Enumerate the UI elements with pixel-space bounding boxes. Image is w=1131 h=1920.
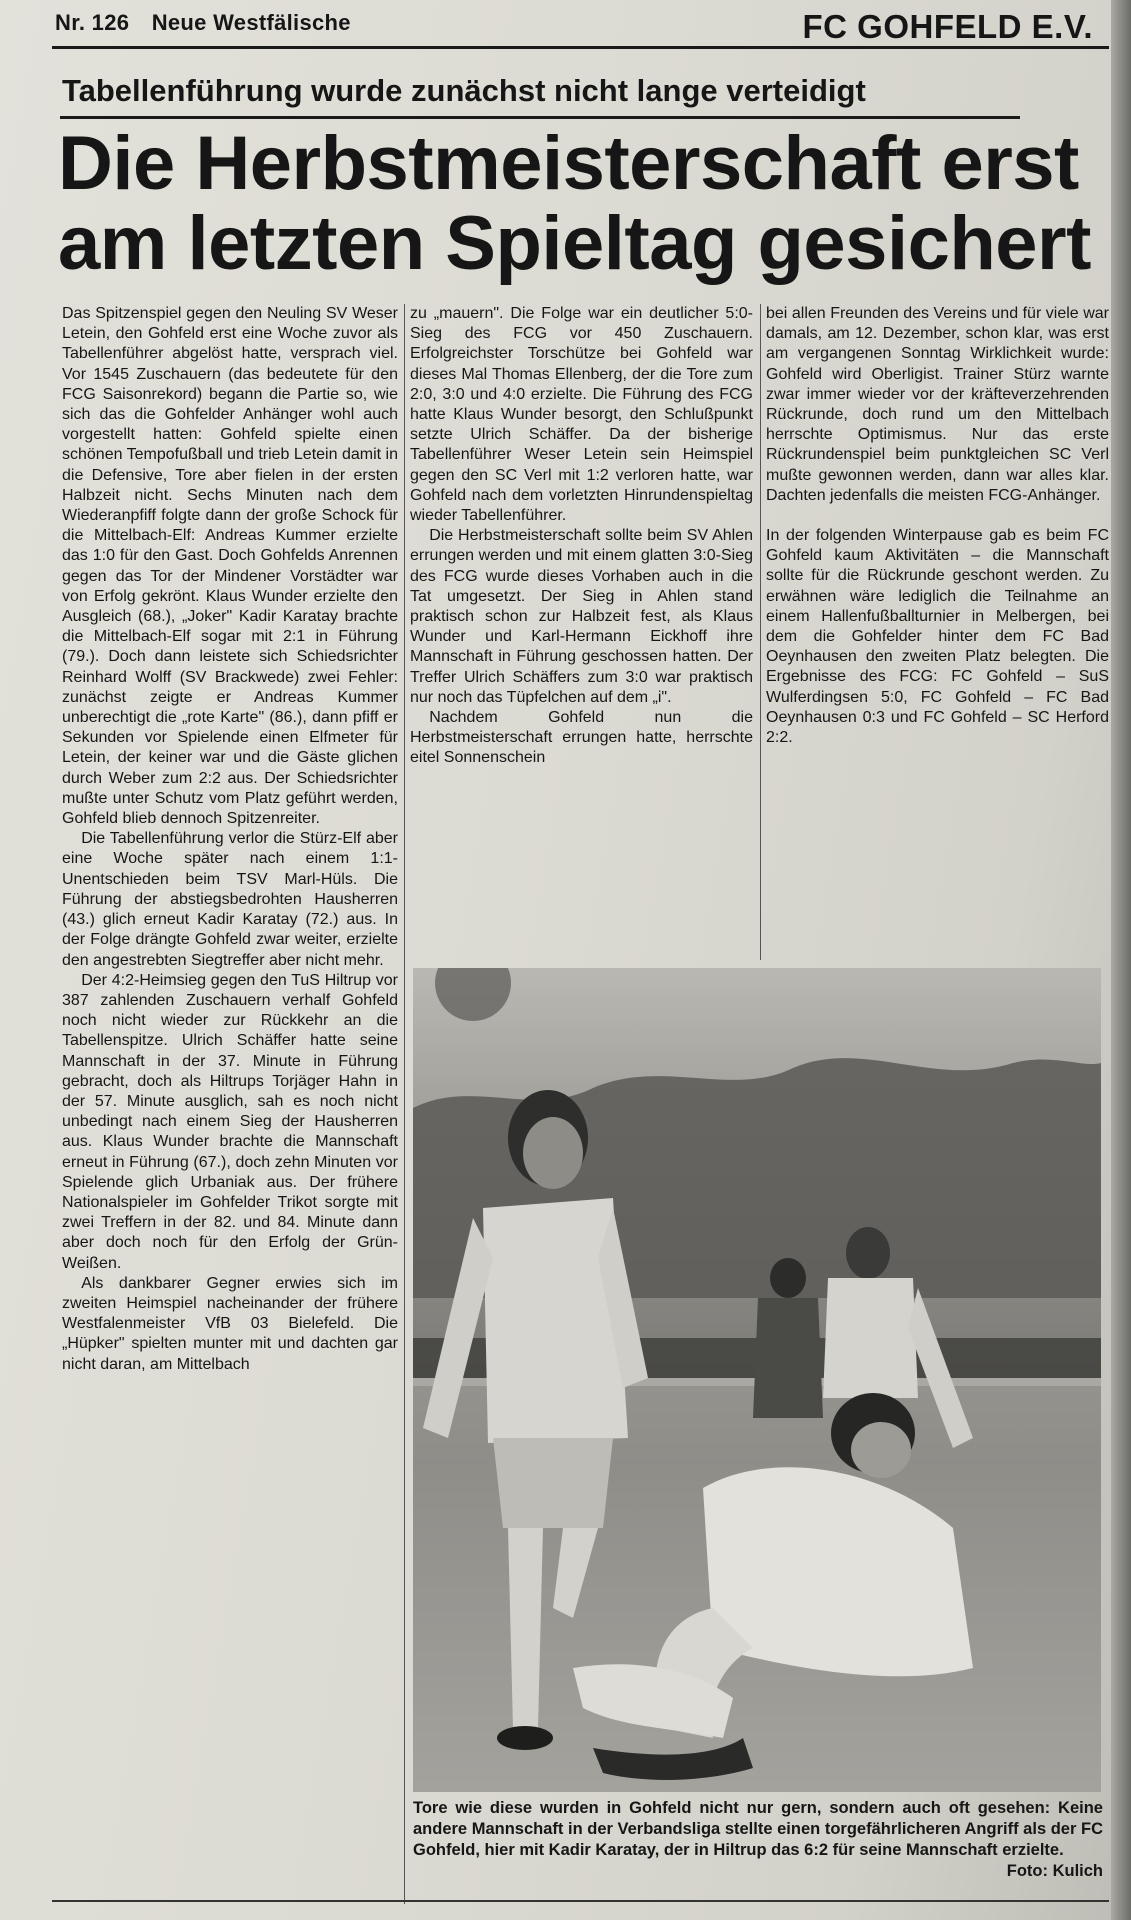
photo-caption bbox=[413, 1798, 1103, 1882]
paragraph: Die Herbstmeisterschaft sollte beim SV Ahlen errungen werden und mit einem glatten 3:0-Sieg des FCG wurde dieses Vorhaben auch in die Tat umgesetzt. Der Sieg in Ahlen stand praktisch schon zur Halbzeit fest, als Klaus Wunder und Karl-Hermann Eickhoff ihre Mannschaft in Führung geschossen hatten. Der Treffer Ulrich Schäffers zum 3:0 war praktisch nur noch das Tüpfelchen auf dem „i". bbox=[410, 527, 753, 706]
article-column-2 bbox=[410, 304, 753, 769]
column-divider bbox=[404, 304, 405, 1904]
paragraph: Als dankbarer Gegner erwies sich im zweiten Heimspiel nacheinander der frühere Westfalenmeister VfB 03 Bielefeld. Die „Hüpker" spielten munter mit und dachten gar nicht daran, am Mittelbach bbox=[62, 1274, 398, 1373]
issue-number: Nr. 126 bbox=[55, 10, 130, 35]
kicker-underline bbox=[60, 116, 1020, 119]
club-name: FC GOHFELD E.V. bbox=[802, 8, 1093, 45]
paragraph: Der 4:2-Heimsieg gegen den TuS Hiltrup vor 387 zahlenden Zuschauern verhalf Gohfeld noch nicht wieder zur Rückkehr an die Tabellenspitze. Ulrich Schäffer hatte seine Mannschaft in der 37. Minute in Führung gebracht, doch als Hiltrups Torjäger Hahn in der 57. Minute ausglich, sah es noch nicht unbedingt nach einem Sieg der Hausherren aus. Klaus Wunder brachte die Mannschaft erneut in Führung (67.), doch zehn Minuten vor Spielende glich Urbaniak aus. Der frühere Nationalspieler im Gohfelder Trikot sorgte mit zwei Treffern in der 82. und 84. Minute dann aber doch noch für den Erfolg der Grün-Weißen. bbox=[62, 971, 398, 1272]
column-divider bbox=[760, 304, 761, 960]
paragraph: Das Spitzenspiel gegen den Neuling SV Weser Letein, den Gohfeld erst eine Woche zuvor als Tabellenführer abgelöst hatte, versprach viel. Vor 1545 Zuschauern (das bedeutete für den FCG Saisonrekord) begann die Partie so, wie sich das die Gohfelder Anhänger wohl auch vorgestellt hatten: Gohfeld spielte einen schönen Tempofußball und trieb Letein damit in die Defensive, Tore aber fielen in der ersten Halbzeit nicht. Sechs Minuten nach dem Wiederanpfiff folgte dann der große Schock für die Mittelbach-Elf: Andreas Kummer erzielte das 1:0 für den Gast. Doch Gohfelds Anrennen gegen das Tor der Mindener Vorstädter war von Erfolg gekrönt. Klaus Wunder erzielte den Ausgleich (68.), „Joker" Kadir Karatay brachte die Mittelbach-Elf sogar mit 2:1 in Führung (79.). Doch dann leistete sich Schiedsrichter Reinhard Wolff (SV Brackwede) zwei Fehler: zunächst zeigte er Andreas Kummer unberechtigt die „rote Karte" (86.), dann pfiff er Sekunden vor Spielende einen Elfmeter für Letein, der keiner war und die Gäste glichen durch Weber zum 2:2 aus. Der Schiedsrichter mußte unter Schutz vom Platz geführt werden, Gohfeld blieb dennoch Spitzenreiter. bbox=[62, 305, 398, 828]
headline-line-1: Die Herbstmeisterschaft erst bbox=[58, 121, 1079, 206]
header-divider bbox=[52, 46, 1109, 49]
paragraph: zu „mauern". Die Folge war ein deutlicher 5:0-Sieg des FCG vor 450 Zuschauern. Erfolgreichster Torschütze bei Gohfeld war dieses Mal Thomas Ellenberg, der die Tore zum 2:0, 3:0 und 4:0 erzielte. Die Führung des FCG hatte Klaus Wunder besorgt, den Schlußpunkt setzte Ulrich Schäffer. Da der bisherige Tabellenführer Weser Letein sein Heimspiel gegen den SC Verl mit 1:2 verloren hatte, war Gohfeld nach dem vorletzten Hinrundenspieltag wieder Tabellenführer. bbox=[410, 305, 753, 525]
article-headline bbox=[58, 121, 1091, 286]
paragraph: Nachdem Gohfeld nun die Herbstmeisterschaft errungen hatte, herrschte eitel Sonnenschein bbox=[410, 709, 753, 767]
photo-credit: Foto: Kulich bbox=[1006, 1862, 1103, 1880]
headline-line-2: am letzten Spieltag gesichert bbox=[58, 201, 1091, 286]
newspaper-name: Neue Westfälische bbox=[151, 10, 351, 35]
caption-text: Tore wie diese wurden in Gohfeld nicht nur gern, sondern auch oft gesehen: Keine andere Mannschaft in der Verbandsliga stellte einen torgefährlicheren Angriff als der FC Gohfeld, hier mit Kadir Karatay, der in Hiltrup das 6:2 für seine Mannschaft erzielte. bbox=[413, 1799, 1103, 1859]
photo-illustration bbox=[413, 968, 1101, 1792]
article-kicker: Tabellenführung wurde zunächst nicht lange verteidigt bbox=[62, 73, 866, 108]
paragraph: In der folgenden Winterpause gab es beim FC Gohfeld kaum Aktivitäten – die Mannschaft sollte für die Rückrunde geschont werden. Zu erwähnen wäre lediglich die Teilnahme an einem Hallenfußballturnier in Melbergen, bei dem die Gohfelder hinter dem FC Bad Oeynhausen den zweiten Platz belegten. Die Ergebnisse des FCG: FC Gohfeld – SuS Wulferdingsen 5:0, FC Gohfeld – FC Bad Oeynhausen 0:3 und FC Gohfeld – SC Herford 2:2. bbox=[766, 527, 1109, 747]
match-photo bbox=[413, 968, 1101, 1792]
article-column-3 bbox=[766, 304, 1109, 748]
article-column-1 bbox=[62, 304, 398, 1375]
paragraph: bei allen Freunden des Vereins und für viele war damals, am 12. Dezember, schon klar, was erst am vergangenen Sonntag Wirklichkeit wurde: Gohfeld wird Oberligist. Trainer Stürz warnte zwar immer wieder vor der kräfteverzehrenden Rückrunde, doch rund um den Mittelbach herrschte Optimismus. Nur das erste Rückrundenspiel beim punktgleichen SC Verl mußte gewonnen werden, dann war alles klar. Dachten jedenfalls die meisten FCG-Anhänger. bbox=[766, 305, 1109, 504]
page-edge bbox=[1111, 0, 1131, 1920]
paragraph: Die Tabellenführung verlor die Stürz-Elf aber eine Woche später nach einem 1:1-Unentschieden beim TSV Marl-Hüls. Die Führung der abstiegsbedrohten Hausherren (43.) glich erneut Kadir Karatay (72.) aus. In der Folge drängte Gohfeld zwar weiter, erzielte den angestrebten Siegtreffer aber nicht mehr. bbox=[62, 830, 398, 969]
bottom-divider bbox=[52, 1900, 1109, 1902]
masthead-left bbox=[55, 10, 367, 36]
